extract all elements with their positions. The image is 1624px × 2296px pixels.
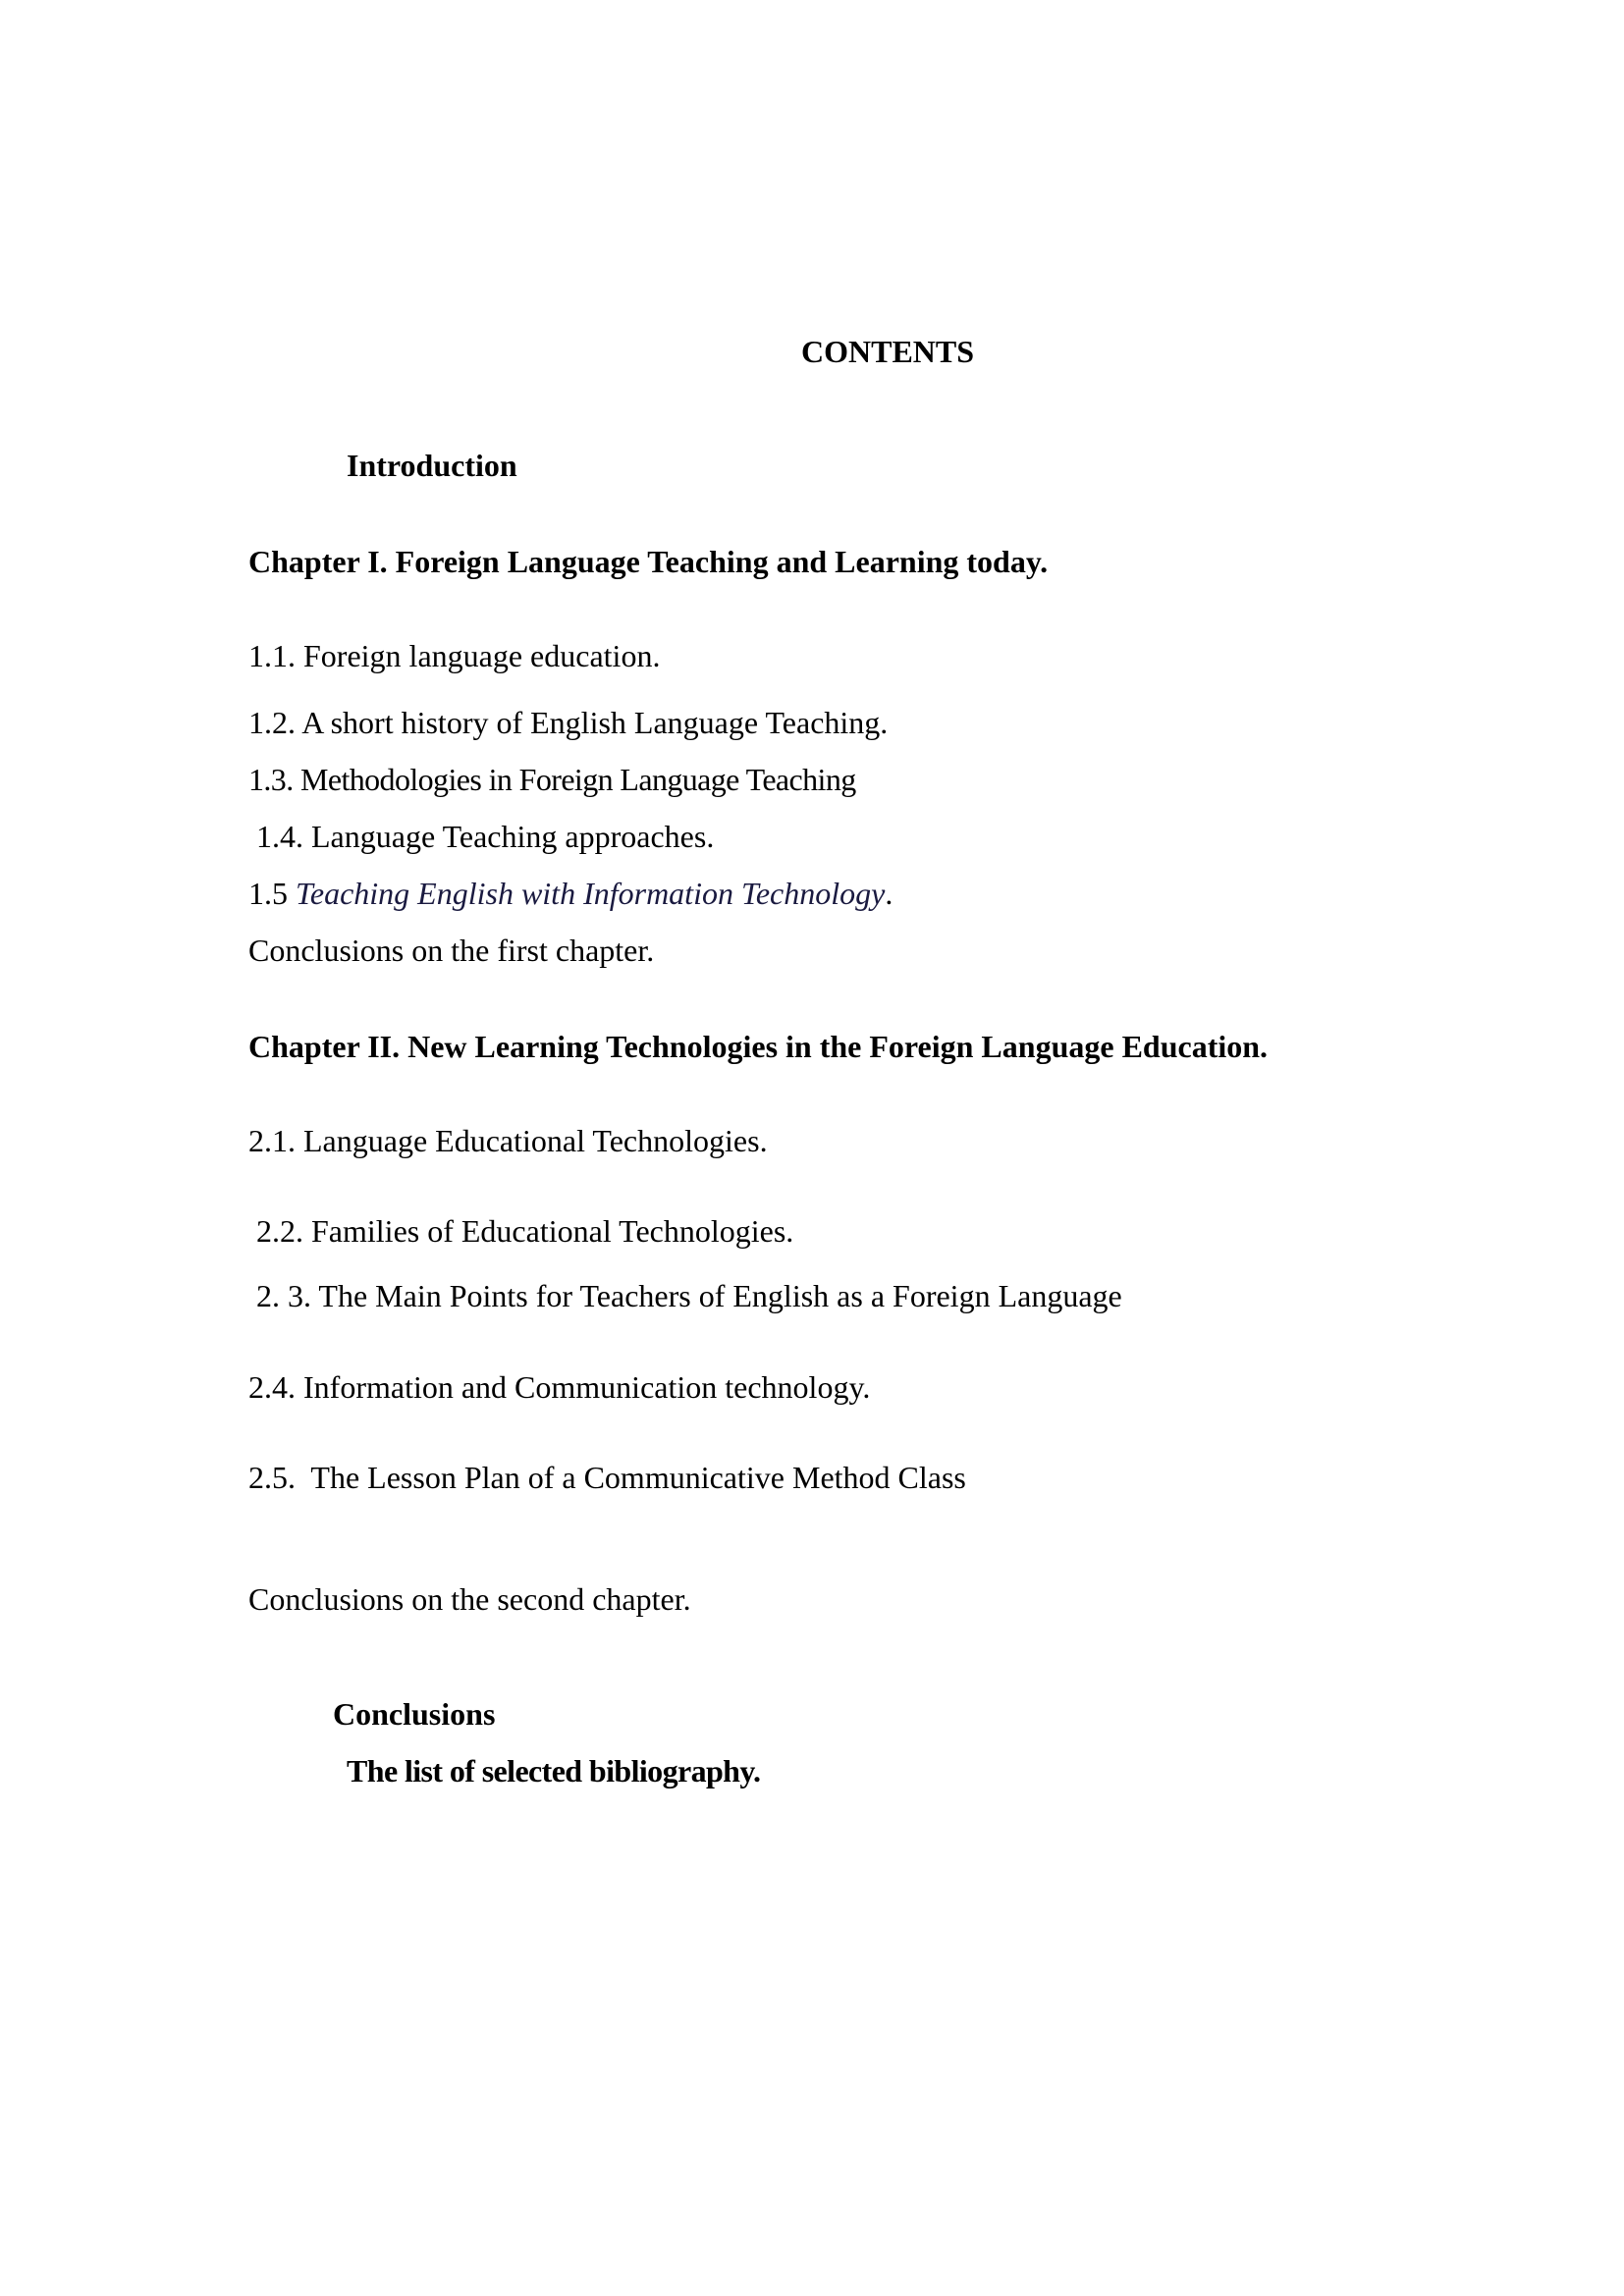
conclusions-heading: Conclusions (333, 1696, 496, 1732)
chapter1-conclusion: Conclusions on the first chapter. (248, 933, 655, 968)
toc-item-1-2: 1.2. A short history of English Language Teaching. (248, 705, 889, 740)
toc-item-2-5: 2.5. The Lesson Plan of a Communicative Method Class (248, 1460, 966, 1495)
toc-item-1-5-number: 1.5 (248, 876, 296, 911)
bibliography-heading: The list of selected bibliography. (347, 1753, 761, 1789)
introduction-heading: Introduction (347, 448, 517, 483)
chapter1-heading: Chapter I. Foreign Language Teaching and Learning today. (248, 544, 1049, 579)
chapter2-conclusion: Conclusions on the second chapter. (248, 1581, 691, 1617)
toc-item-1-5-title: Teaching English with Information Technology (296, 876, 886, 911)
chapter2-heading: Chapter II. New Learning Technologies in the Foreign Language Education. (248, 1029, 1269, 1064)
toc-item-1-5 (248, 874, 893, 913)
toc-item-2-2: 2.2. Families of Educational Technologies. (248, 1213, 794, 1249)
toc-item-1-4: 1.4. Language Teaching approaches. (248, 819, 715, 854)
toc-item-1-3: 1.3. Methodologies in Foreign Language Teaching (248, 762, 856, 797)
toc-item-2-1: 2.1. Language Educational Technologies. (248, 1123, 768, 1158)
toc-item-1-5-suffix: . (885, 876, 893, 911)
toc-item-2-4: 2.4. Information and Communication technology. (248, 1369, 871, 1405)
toc-item-2-3: 2. 3. The Main Points for Teachers of English as a Foreign Language (248, 1278, 1122, 1313)
page-title: CONTENTS (801, 334, 975, 369)
toc-item-1-1: 1.1. Foreign language education. (248, 638, 661, 673)
